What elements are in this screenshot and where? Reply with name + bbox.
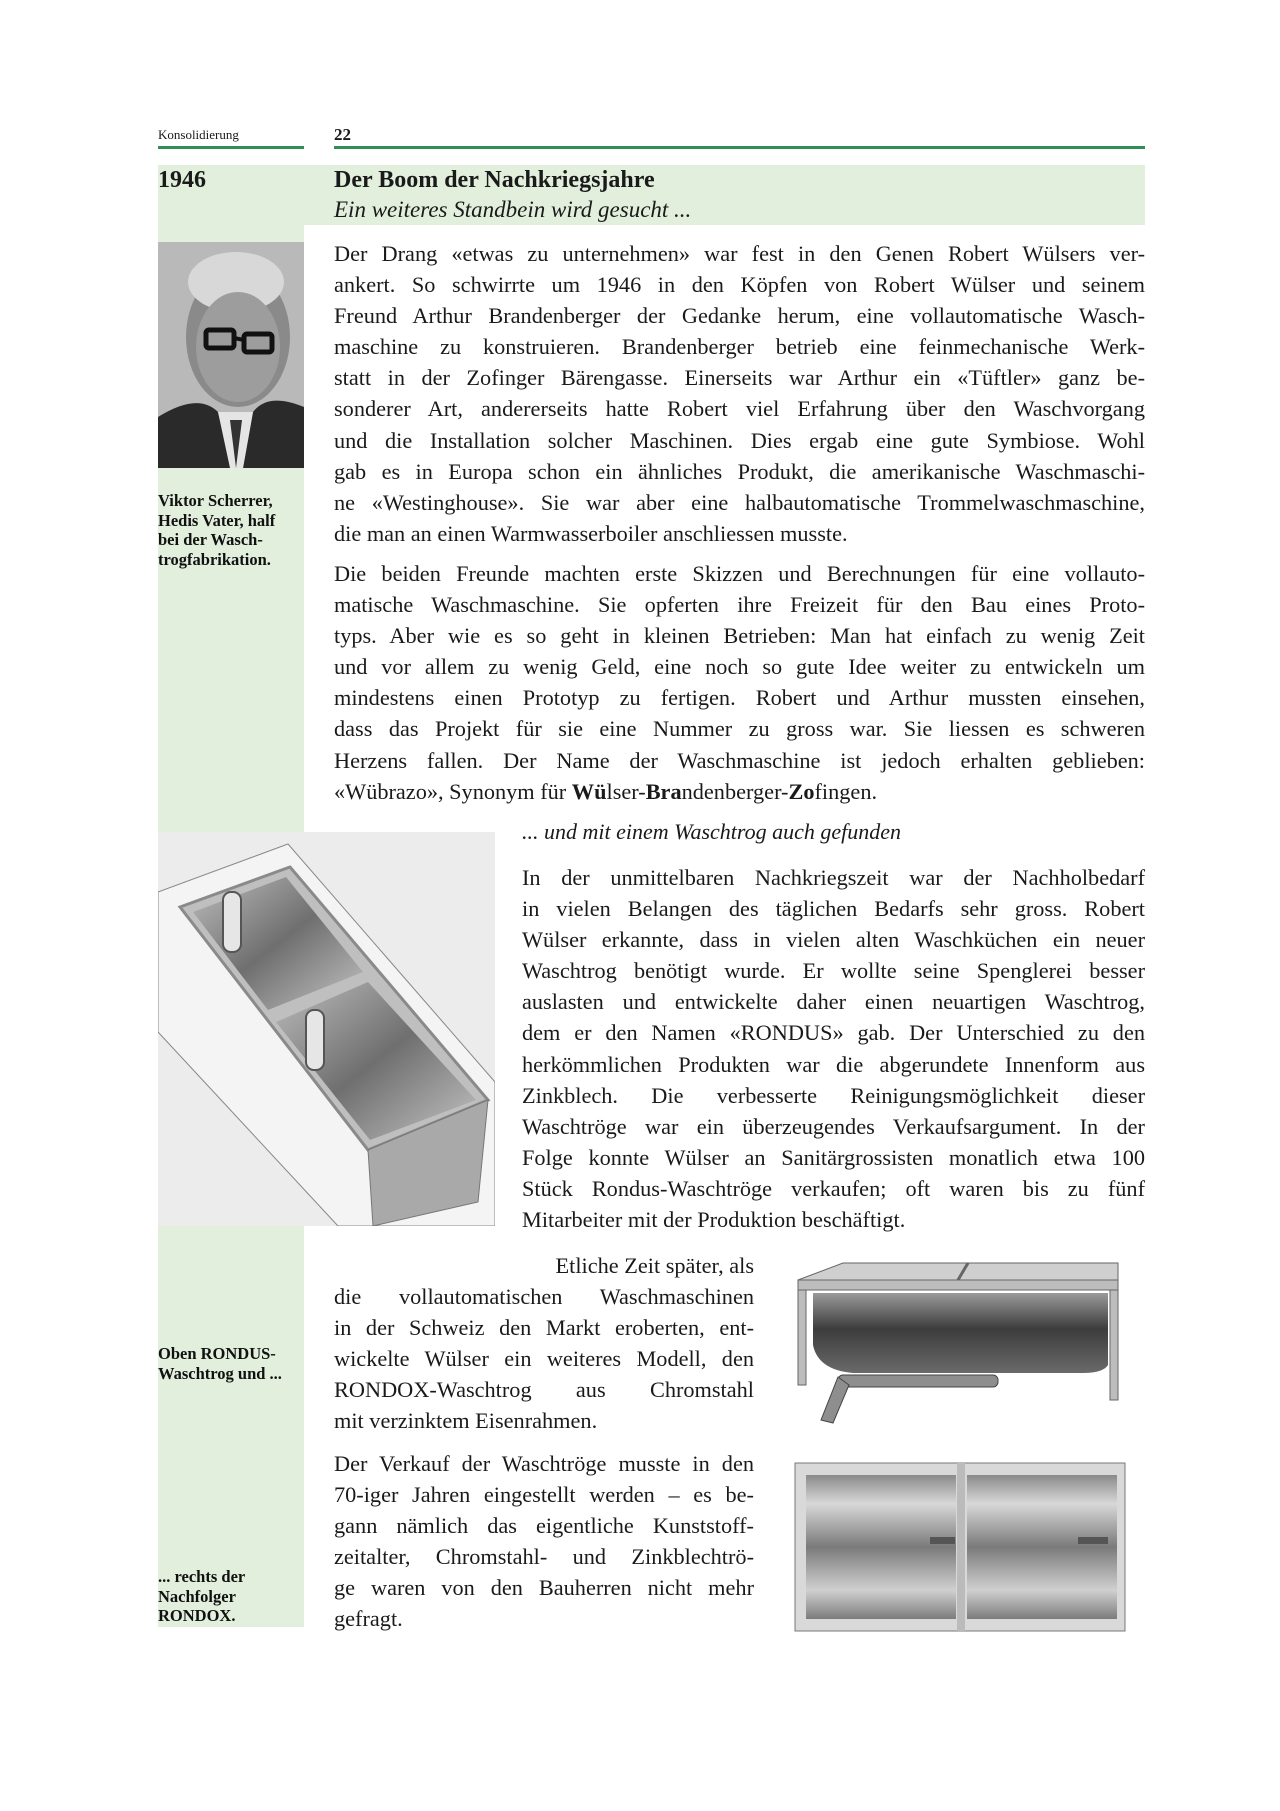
caption-line: Hedis Vater, half — [158, 510, 276, 530]
paragraph-4 — [334, 1250, 754, 1437]
header-rule-right — [334, 146, 1145, 149]
text-line: Mitarbeiter mit der Produktion beschäftigt. — [522, 1207, 906, 1233]
caption-line: Oben RONDUS- — [158, 1344, 276, 1363]
text-line: herkömmlichen Produkten war die abgerundete Innenform aus — [522, 1051, 1145, 1077]
bold-fragment: Bra — [645, 778, 682, 804]
text-line: Die beiden Freunde machten erste Skizzen und Berechnungen für eine vollauto- — [334, 561, 1145, 586]
text-fragment: ndenberger- — [681, 778, 789, 804]
text-line: statt in der Zofinger Bärengasse. Einerseits war Arthur ein «Tüftler» ganz be- — [334, 365, 1145, 391]
text-line: zeitalter, Chromstahl- und Zinkblechtrö- — [334, 1544, 754, 1570]
bold-fragment: Wü — [571, 778, 607, 804]
caption-line: bei der Wasch- — [158, 530, 263, 549]
text-line: In der unmittelbaren Nachkriegszeit war der Nachholbedarf — [522, 865, 1145, 890]
rondox-side-photo — [783, 1255, 1128, 1425]
rondox-caption — [158, 1567, 304, 1626]
text-line: sonderer Art, andererseits hatte Robert viel Erfahrung über den Waschvorgang — [334, 396, 1145, 422]
text-fragment: fingen. — [814, 778, 878, 804]
washtub-rondox-top-icon — [790, 1455, 1130, 1635]
text-line: maschine zu konstruieren. Brandenberger betrieb eine feinmechanische Werk- — [334, 334, 1145, 360]
text-line: Freund Arthur Brandenberger der Gedanke herum, eine vollautomatische Wasch- — [334, 303, 1145, 329]
paragraph-3 — [522, 862, 1145, 1235]
text-line: gefragt. — [334, 1606, 403, 1632]
caption-line: Nachfolger — [158, 1586, 236, 1606]
text-line: Stück Rondus-Waschtröge verkaufen; oft waren bis zu fünf — [522, 1175, 1145, 1201]
text-line: Zinkblech. Die verbesserte Reinigungsmöglichkeit dieser — [522, 1082, 1145, 1108]
text-line: gann nämlich das eigentliche Kunststoff- — [334, 1513, 754, 1539]
text-line: matische Waschmaschine. Sie opferten ihre Freizeit für den Bau eines Proto- — [334, 592, 1145, 618]
text-line: die man an einen Warmwasserboiler anschliessen musste. — [334, 520, 848, 546]
text-line: und die Installation solcher Maschinen. Dies ergab eine gute Symbiose. Wohl — [334, 427, 1145, 453]
text-line: dem er den Namen «RONDUS» gab. Der Unterschied zu den — [522, 1020, 1145, 1046]
caption-line: trogfabrikation. — [158, 549, 271, 569]
header-rule-left — [158, 146, 304, 149]
portrait-photo — [158, 242, 304, 468]
text-line: und vor allem zu wenig Geld, eine noch so gute Idee weiter zu entwickeln um — [334, 654, 1145, 680]
text-fragment: «Wübrazo», Synonym für — [334, 778, 572, 804]
caption-line: ... rechts der — [158, 1567, 246, 1586]
article-title: Der Boom der Nachkriegsjahre — [334, 167, 655, 193]
page-number: 22 — [334, 125, 351, 144]
portrait-illustration-icon — [158, 242, 304, 468]
paragraph-5 — [334, 1448, 754, 1635]
washtub-rondus-icon — [158, 832, 495, 1226]
text-line: dass das Projekt für sie eine Nummer zu gross war. Sie liessen es schweren — [334, 716, 1145, 742]
text-line: Wülser erkannte, dass in vielen alten Waschküchen ein neuer — [522, 927, 1145, 953]
bold-fragment: Zo — [788, 778, 815, 804]
text-line: ge waren von den Bauherren nicht mehr — [334, 1575, 754, 1601]
text-line: Waschtröge war ein überzeugendes Verkaufsargument. In der — [522, 1113, 1145, 1139]
caption-line: Waschtrog und ... — [158, 1363, 282, 1383]
text-line: Herzens fallen. Der Name der Waschmaschine ist jedoch erhalten geblieben: — [334, 747, 1145, 773]
caption-line: Viktor Scherrer, — [158, 491, 273, 510]
subheading-waschtrog: ... und mit einem Waschtrog auch gefunden — [522, 819, 902, 844]
washtub-rondox-side-icon — [783, 1255, 1128, 1425]
text-line: wickelte Wülser ein weiteres Modell, den — [334, 1346, 754, 1372]
text-line: in der Schweiz den Markt eroberten, ent- — [334, 1315, 754, 1341]
rondus-caption — [158, 1344, 304, 1383]
text-line: Der Drang «etwas zu unternehmen» war fest in den Genen Robert Wülsers ver- — [334, 241, 1145, 266]
text-line: 70-iger Jahren eingestellt werden – es be- — [334, 1482, 754, 1508]
text-line-wuebrazo — [334, 776, 1145, 807]
text-line: in vielen Belangen des täglichen Bedarfs sehr gross. Robert — [522, 896, 1145, 922]
rondus-photo — [158, 832, 495, 1226]
text-line: ne «Westinghouse». Sie war aber eine halbautomatische Trommelwaschmaschine, — [334, 489, 1145, 515]
paragraph-2 — [334, 558, 1145, 807]
running-header-section: Konsolidierung — [158, 127, 239, 142]
text-line: gab es in Europa schon ein ähnliches Produkt, die amerikanische Waschmaschi- — [334, 458, 1145, 484]
article-subtitle: Ein weiteres Standbein wird gesucht ... — [334, 197, 692, 222]
text-line: Etliche Zeit später, als — [555, 1253, 754, 1278]
text-line: Folge konnte Wülser an Sanitärgrossisten monatlich etwa 100 — [522, 1144, 1145, 1170]
portrait-caption — [158, 491, 304, 569]
text-line: RONDOX-Waschtrog aus Chromstahl — [334, 1377, 754, 1403]
paragraph-1 — [334, 238, 1145, 549]
year-label: 1946 — [158, 167, 206, 193]
text-line: die vollautomatischen Waschmaschinen — [334, 1284, 754, 1310]
text-line: ankert. So schwirrte um 1946 in den Köpfen von Robert Wülser und seinem — [334, 272, 1145, 298]
text-line: Waschtrog benötigt wurde. Er wollte seine Spenglerei besser — [522, 958, 1145, 984]
text-line: mindestens einen Prototyp zu fertigen. Robert und Arthur mussten einsehen, — [334, 685, 1145, 711]
text-line: Der Verkauf der Waschtröge musste in den — [334, 1451, 754, 1476]
text-line: typs. Aber wie es so geht in kleinen Betrieben: Man hat einfach zu wenig Zeit — [334, 623, 1145, 649]
text-line: mit verzinktem Eisenrahmen. — [334, 1408, 598, 1434]
rondox-top-photo — [790, 1455, 1130, 1635]
caption-line: RONDOX. — [158, 1606, 236, 1625]
text-line: auslasten und entwickelte daher einen neuartigen Waschtrog, — [522, 989, 1145, 1015]
text-fragment: lser- — [606, 778, 646, 804]
